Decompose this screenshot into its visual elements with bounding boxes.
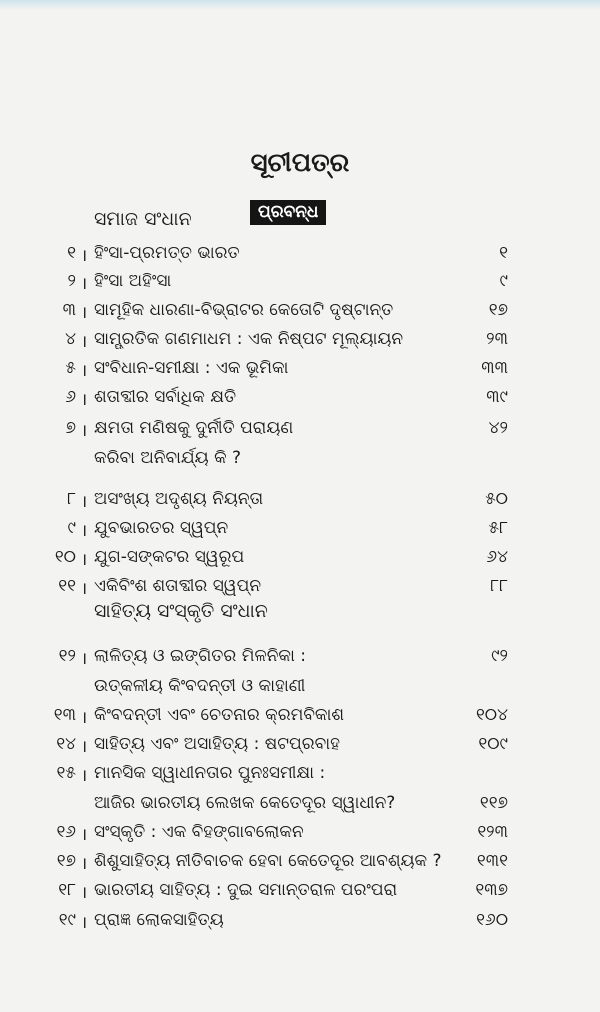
section-badge: ପ୍ରବନ୍ଧ <box>250 200 326 225</box>
toc-entry <box>28 734 508 764</box>
section-heading-literature: ସାହିତ୍ୟ ସଂସ୍କୃତି ସଂଧାନ <box>94 600 268 622</box>
toc-entry-title: ସାମୂହିକ ଧାରଣା-ବିଭ୍ରାଟର କେତୋଟି ଦୃଷ୍ଟାନ୍ତ <box>94 300 394 320</box>
toc-entry-page: ୬୪ <box>486 547 508 567</box>
toc-entry-page: ୮୮ <box>490 576 508 596</box>
toc-separator: । <box>80 332 88 352</box>
toc-separator: । <box>80 492 88 512</box>
toc-entry-number: ୬ <box>65 387 76 407</box>
page-top-edge <box>0 0 600 10</box>
toc-entry-title: ଭାରତୀୟ ସାହିତ୍ୟ : ଦୁଇ ସମାନ୍ତରାଳ ପରଂପରା <box>94 880 398 900</box>
toc-entry <box>28 547 508 577</box>
toc-separator: । <box>80 883 88 903</box>
toc-entry <box>28 910 508 940</box>
toc-separator: । <box>80 390 88 410</box>
toc-entry-number: ୧୯ <box>58 910 76 930</box>
toc-entry-number: ୧୩ <box>53 705 76 725</box>
toc-entry-title: ପ୍ରାଜ୍ଞ ଲୋକସାହିତ୍ୟ <box>94 910 224 930</box>
toc-entry-page: ୧୦୯ <box>478 734 508 754</box>
toc-entry-title: କ୍ଷମତା ମଣିଷକୁ ଦୁର୍ନୀତି ପରାୟଣ <box>94 418 294 438</box>
toc-entry <box>28 329 508 359</box>
toc-entry-number: ୧୮ <box>58 880 76 900</box>
toc-entry-page: ୧୧୭ <box>479 793 508 813</box>
toc-entry <box>28 880 508 910</box>
toc-entry-page: ୧୦୪ <box>475 705 508 725</box>
toc-entry-title-continued: କରିବା ଅନିବାର୍ଯ୍ୟ କି ? <box>94 448 242 468</box>
toc-separator: । <box>80 825 88 845</box>
toc-separator: । <box>80 579 88 599</box>
toc-separator: । <box>80 766 88 786</box>
toc-entry-number: ୯ <box>67 518 76 538</box>
toc-entry-number: ୧୦ <box>54 547 76 567</box>
toc-separator: । <box>80 737 88 757</box>
toc-entry <box>28 518 508 548</box>
toc-entry-title: ଶତାବ୍ଦୀର ସର୍ବାଧିକ କ୍ଷତି <box>94 387 237 407</box>
toc-separator: । <box>80 913 88 933</box>
toc-entry <box>28 243 508 273</box>
toc-entry-title: ଯୁଗ-ସଙ୍କଟର ସ୍ୱରୂପ <box>94 547 245 567</box>
toc-entry-page: ୫୮ <box>488 518 508 538</box>
toc-entry-title: ସଂବିଧାନ-ସମୀକ୍ଷା : ଏକ ଭୂମିକା <box>94 358 289 378</box>
toc-entry-title: ସଂସ୍କୃତି : ଏକ ବିହଙ୍ଗାବଲୋକନ <box>94 822 304 842</box>
toc-entry-number: ୫ <box>65 358 76 378</box>
toc-entry <box>28 822 508 852</box>
toc-entry-title: ମାନସିକ ସ୍ୱାଧୀନତାର ପୁନଃସମୀକ୍ଷା : <box>94 763 326 783</box>
toc-entry <box>28 576 508 606</box>
toc-entry <box>28 271 508 301</box>
section-heading-society: ସମାଜ ସଂଧାନ <box>94 208 192 230</box>
toc-separator: । <box>80 421 88 441</box>
toc-entry-number: ୨ <box>67 271 76 291</box>
toc-separator: । <box>80 521 88 541</box>
toc-entry <box>28 763 508 813</box>
toc-entry-page: ୧୨୩ <box>477 822 508 842</box>
toc-entry-title: ଏକିବିଂଶ ଶତାବ୍ଦୀର ସ୍ୱପ୍ନ <box>94 576 262 596</box>
toc-separator: । <box>80 361 88 381</box>
toc-entry <box>28 705 508 735</box>
toc-entry-number: ୪ <box>65 329 76 349</box>
toc-entry-title: ସାମ୍ପ୍ରତିକ ଗଣମାଧମ : ଏକ ନିଷ୍ପଟ ମୂଲ୍ୟାୟନ <box>94 329 404 349</box>
toc-entry-number: ୧୭ <box>56 851 76 871</box>
toc-entry-page: ୧୬୦ <box>476 910 508 930</box>
toc-entry-page: ୧୭ <box>488 300 508 320</box>
toc-entry-page: ୯ <box>499 271 508 291</box>
toc-entry-number: ୧୪ <box>56 734 76 754</box>
toc-entry <box>28 646 508 696</box>
toc-entry <box>28 418 508 468</box>
toc-separator: । <box>80 708 88 728</box>
toc-entry-number: ୧ <box>67 243 76 263</box>
toc-entry-number: ୧୬ <box>56 822 76 842</box>
toc-entry <box>28 387 508 417</box>
toc-separator: । <box>80 246 88 266</box>
toc-entry-number: ୧୧ <box>58 576 76 596</box>
toc-entry-number: ୩ <box>62 300 76 320</box>
toc-separator: । <box>80 550 88 570</box>
toc-entry-page: ୨୩ <box>486 329 508 349</box>
toc-entry-page: ୧୩୭ <box>475 880 508 900</box>
toc-entry <box>28 489 508 519</box>
toc-entry-title: ଯୁବଭାରତର ସ୍ୱପ୍ନ <box>94 518 229 538</box>
toc-entry-title: ସାହିତ୍ୟ ଏବଂ ଅସାହିତ୍ୟ : ଷଟପ୍ରବାହ <box>94 734 341 754</box>
toc-separator: । <box>80 854 88 874</box>
toc-entry <box>28 358 508 388</box>
toc-entry-title-continued: ଉତ୍କଳୀୟ କିଂବଦନ୍ତୀ ଓ କାହାଣୀ <box>94 676 306 696</box>
toc-entry-number: ୧୨ <box>58 646 76 666</box>
toc-entry-title: ହିଂସା-ପ୍ରମତ୍ତ ଭାରତ <box>94 243 240 263</box>
toc-entry-title-continued: ଆଜିର ଭାରତୀୟ ଲେଖକ କେତେଦୂର ସ୍ୱାଧୀନ? <box>94 793 396 813</box>
toc-entry-page: ୩୯ <box>486 387 508 407</box>
toc-entry-page: ୧୩୧ <box>476 851 508 871</box>
toc-separator: । <box>80 274 88 294</box>
page-title: ସୂଚୀପତ୍ର <box>250 148 350 178</box>
toc-entry-page: ୫୦ <box>485 489 508 509</box>
toc-entry-title: ଶିଶୁସାହିତ୍ୟ ନୀତିବାଚକ ହେବା କେତେଦୂର ଆବଶ୍ୟକ ? <box>94 851 442 871</box>
toc-entry-page: ୯୨ <box>491 646 508 666</box>
toc-entry-title: କିଂବଦନ୍ତୀ ଏବଂ ଚେତନାର କ୍ରମବିକାଶ <box>94 705 345 725</box>
toc-entry-number: ୭ <box>65 418 76 438</box>
toc-entry <box>28 851 508 881</box>
toc-entry-page: ୩୩ <box>481 358 508 378</box>
toc-entry-title: ହିଂସା ଅହିଂସା <box>94 271 172 291</box>
toc-separator: । <box>80 303 88 323</box>
toc-entry-number: ୧୫ <box>56 763 76 783</box>
toc-entry-number: ୮ <box>67 489 76 509</box>
toc-entry-page: ୪୨ <box>488 418 508 438</box>
toc-entry-title: ଲାଳିତ୍ୟ ଓ ଇଙ୍ଗିତର ମିଳନିକା : <box>94 646 306 666</box>
toc-entry-title: ଅସଂଖ୍ୟ ଅଦୃଶ୍ୟ ନିୟନ୍ତା <box>94 489 264 509</box>
toc-separator: । <box>80 649 88 669</box>
toc-entry-page: ୧ <box>499 243 508 263</box>
toc-entry <box>28 300 508 330</box>
